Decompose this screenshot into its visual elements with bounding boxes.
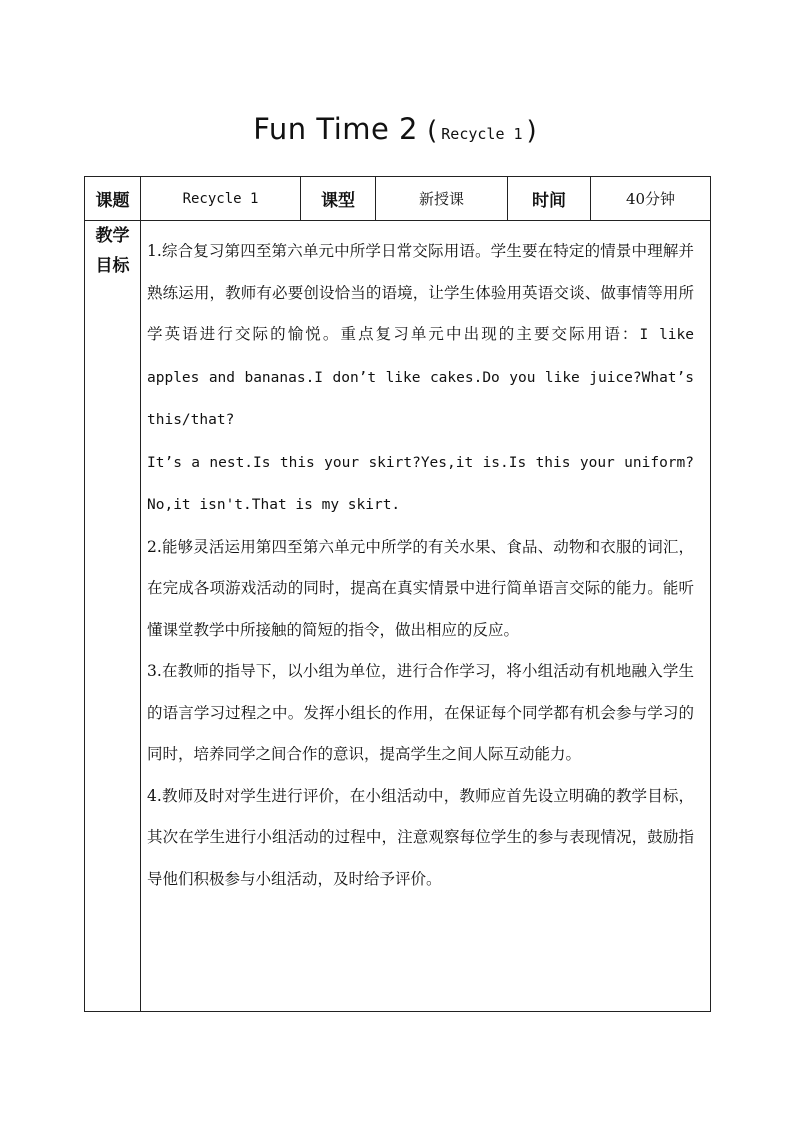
type-label: 课型: [301, 177, 376, 221]
title-main: Fun Time 2: [253, 112, 419, 146]
objective-1-phrases-a: I like apples and bananas.I don’t like cakes.Do you like juice?What’s this/that?: [147, 327, 694, 428]
objective-1-phrases-b: It’s a nest.Is this your skirt?Yes,it is.Is this your uniform?No,it isn't.That is my skirt.: [147, 454, 694, 513]
title-subtitle: Recycle 1: [441, 125, 523, 143]
objectives-label-line2: 目标: [95, 256, 130, 276]
lesson-plan-table: [84, 176, 711, 1012]
topic-value: Recycle 1: [141, 177, 301, 221]
time-value: 40分钟: [591, 177, 711, 221]
document-title: [0, 112, 794, 146]
title-open-paren: (: [427, 116, 438, 146]
objective-1-text: 1.综合复习第四至第六单元中所学日常交际用语。学生要在特定的情景中理解并熟练运用，教师有必要创设恰当的语境，让学生体验用英语交谈、做事情等用所学英语进行交际的愉悦。重点复习单元中出现的主要交际用语：: [147, 242, 694, 343]
title-close-paren: ): [526, 116, 537, 146]
objectives-label-line1: 教学: [95, 226, 130, 246]
type-value: 新授课: [376, 177, 508, 221]
objectives-content: [141, 221, 711, 1012]
time-label: 时间: [508, 177, 591, 221]
objective-1: [147, 231, 694, 527]
topic-label: 课题: [85, 177, 141, 221]
objective-3: 3.在教师的指导下，以小组为单位，进行合作学习，将小组活动有机地融入学生的语言学习过程之中。发挥小组长的作用，在保证每个同学都有机会参与学习的同时，培养同学之间合作的意识，提高学生之间人际互动能力。: [147, 662, 694, 763]
objectives-row: [85, 221, 711, 1012]
objectives-label: [85, 221, 141, 1012]
objective-2: 2.能够灵活运用第四至第六单元中所学的有关水果、食品、动物和衣服的词汇，在完成各项游戏活动的同时，提高在真实情景中进行简单语言交际的能力。能听懂课堂教学中所接触的简短的指令，做出相应的反应。: [147, 537, 694, 639]
header-row: [85, 177, 711, 221]
objective-4: 4.教师及时对学生进行评价，在小组活动中，教师应首先设立明确的教学目标，其次在学生进行小组活动的过程中，注意观察每位学生的参与表现情况，鼓励指导他们积极参与小组活动，及时给予评价。: [147, 786, 694, 888]
